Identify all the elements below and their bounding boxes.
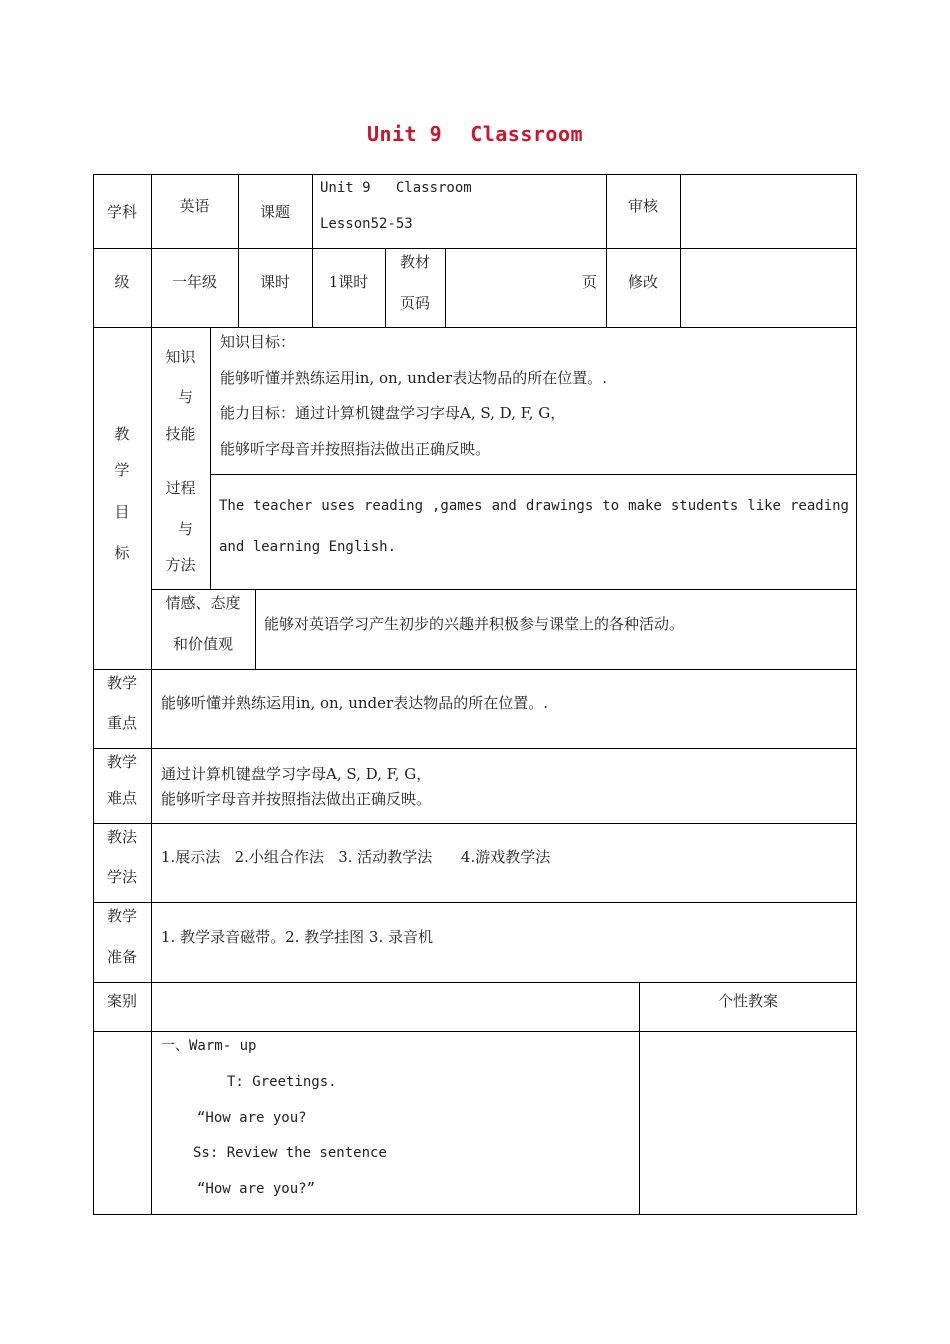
knowledge-line-3: 能力目标：通过计算机键盘学习字母A, S, D, F, G， [220,404,566,422]
knowledge-label-3: 技能 [165,425,196,443]
procedure-line-3: “How are you? [197,1110,307,1126]
knowledge-line-4: 能够听字母音并按照指法做出正确反映。 [220,440,491,458]
goals-label-2: 学 [114,461,130,479]
goals-label-4: 标 [114,544,130,562]
subject-label: 学科 [106,203,137,221]
difficulties-line-1: 通过计算机键盘学习字母A, S, D, F, G， [161,765,432,783]
key-points-label-1: 教学 [106,674,137,692]
emotion-text: 能够对英语学习产生初步的兴趣并积极参与课堂上的各种活动。 [264,615,685,633]
review-label: 审核 [627,197,658,215]
process-label-1: 过程 [165,479,196,497]
knowledge-label-2: 与 [177,388,193,406]
goals-label-1: 教 [114,425,130,443]
methods-label-2: 学法 [106,868,137,886]
preparation-label-2: 准备 [106,948,137,966]
hours-label: 课时 [259,273,290,291]
page-number-label: 页码 [399,294,430,312]
key-points-text: 能够听懂并熟练运用in, on, under表达物品的所在位置。. [161,694,548,712]
knowledge-line-2: 能够听懂并熟练运用in, on, under表达物品的所在位置。. [220,369,607,387]
topic-line-1: Unit 9 Classroom [320,180,472,196]
goals-label-3: 目 [114,503,130,521]
page-value: 页 [582,273,598,291]
difficulties-label-2: 难点 [106,789,137,807]
procedure-line-4: Ss: Review the sentence [193,1145,387,1161]
knowledge-line-1: 知识目标： [220,333,296,351]
procedure-line-5: “How are you?” [197,1181,316,1197]
methods-text: 1.展示法 2.小组合作法 3. 活动教学法 4.游戏教学法 [161,848,551,866]
topic-label: 课题 [259,203,290,221]
topic-line-2: Lesson52-53 [320,216,413,232]
procedure-line-2: T: Greetings. [227,1074,337,1090]
document-title: Unit 9 Classroom [366,122,584,146]
process-line-2: and learning English. [219,539,397,555]
grade-value: 一年级 [171,273,217,291]
key-points-label-2: 重点 [106,714,137,732]
revise-label: 修改 [627,273,658,291]
difficulties-line-2: 能够听字母音并按照指法做出正确反映。 [161,790,432,808]
textbook-label: 教材 [399,253,430,271]
preparation-text: 1. 教学录音磁带。2. 教学挂图 3. 录音机 [161,928,434,946]
preparation-label-1: 教学 [106,907,137,925]
difficulties-label-1: 教学 [106,753,137,771]
personal-plan-label: 个性教案 [717,992,778,1010]
grade-label: 级 [114,273,130,291]
hours-value: 1课时 [328,273,369,291]
process-label-2: 与 [177,520,193,538]
process-label-3: 方法 [165,556,196,574]
process-line-1: The teacher uses reading ,games and drawings to make students like reading [219,498,849,514]
procedure-line-1: 一、Warm- up [161,1038,257,1054]
emotion-label-1: 情感、态度 [165,594,241,612]
knowledge-label-1: 知识 [165,348,196,366]
subject-value: 英语 [179,197,210,215]
case-label: 案别 [106,992,137,1010]
emotion-label-2: 和价值观 [172,635,233,653]
methods-label-1: 教法 [106,828,137,846]
